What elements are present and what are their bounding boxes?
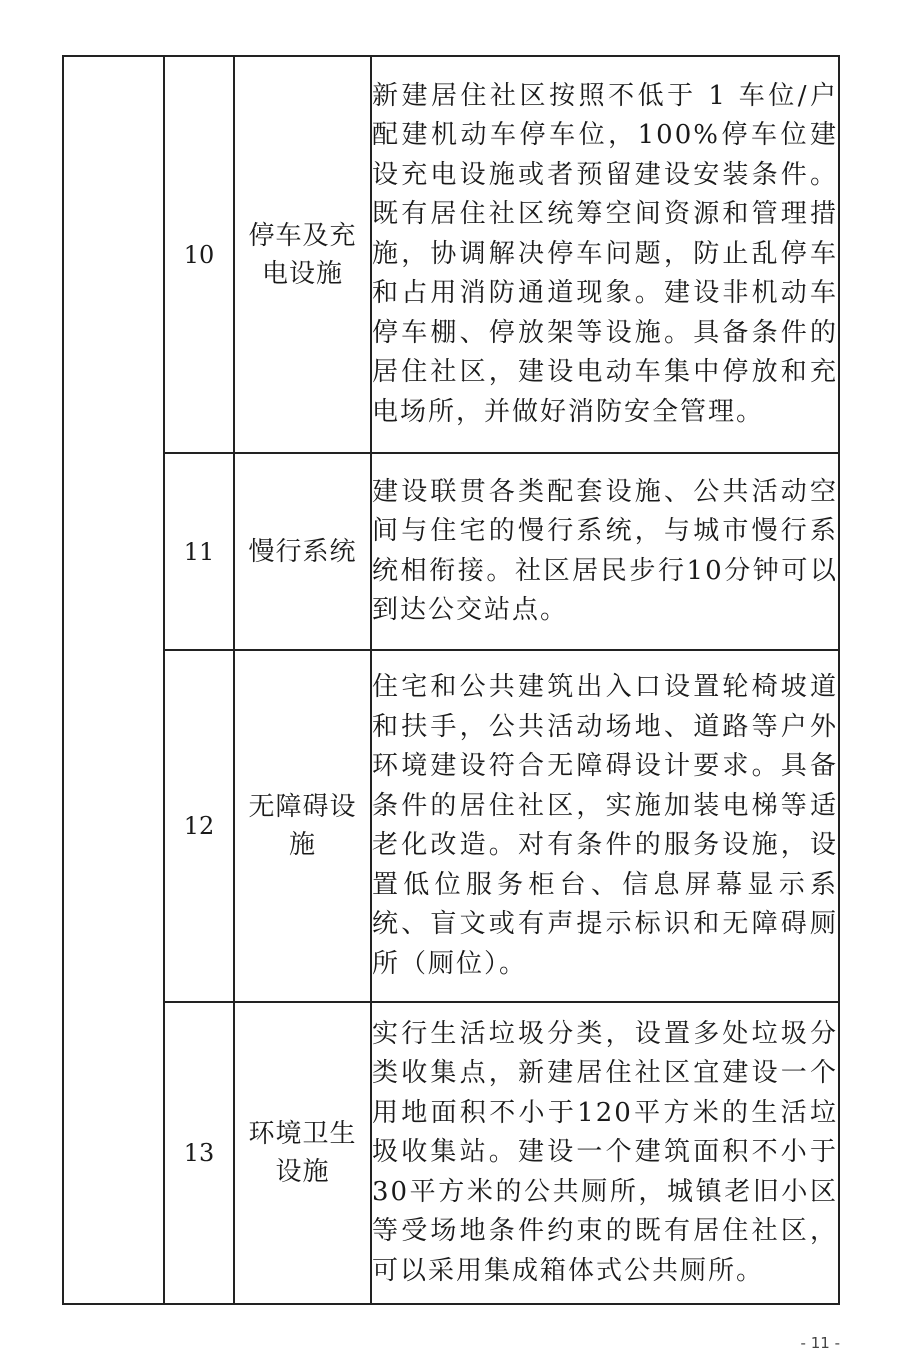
item-name-text: 无障碍设施	[248, 792, 357, 860]
page-number: - 11 -	[800, 1334, 840, 1352]
table-row-12	[63, 650, 839, 1002]
item-name	[234, 650, 371, 1002]
item-number: 12	[164, 650, 234, 1002]
table-row-10	[63, 56, 839, 453]
item-name	[234, 56, 371, 453]
facility-standards-table	[62, 55, 840, 1305]
item-name	[234, 1002, 371, 1304]
item-description: 住宅和公共建筑出入口设置轮椅坡道和扶手，公共活动场地、道路等户外环境建设符合无障碍设计要求。具备条件的居住社区，实施加装电梯等适老化改造。对有条件的服务设施，设置低位服务柜台、信息屏幕显示系统、盲文或有声提示标识和无障碍厕所（厕位）。	[371, 650, 839, 1002]
item-number: 11	[164, 453, 234, 650]
item-description: 新建居住社区按照不低于 1 车位/户配建机动车停车位，100%停车位建设充电设施或者预留建设安装条件。既有居住社区统筹空间资源和管理措施，协调解决停车问题，防止乱停车和占用消防通道现象。建设非机动车停车棚、停放架等设施。具备条件的居住社区，建设电动车集中停放和充电场所，并做好消防安全管理。	[371, 56, 839, 453]
item-name-text: 环境卫生设施	[248, 1119, 357, 1187]
category-cell	[63, 56, 164, 1304]
item-description: 实行生活垃圾分类，设置多处垃圾分类收集点，新建居住社区宜建设一个用地面积不小于120平方米的生活垃圾收集站。建设一个建筑面积不小于30平方米的公共厕所，城镇老旧小区等受场地条件约束的既有居住社区，可以采用集成箱体式公共厕所。	[371, 1002, 839, 1304]
item-description: 建设联贯各类配套设施、公共活动空间与住宅的慢行系统，与城市慢行系统相衔接。社区居民步行10分钟可以到达公交站点。	[371, 453, 839, 650]
item-number: 10	[164, 56, 234, 453]
item-number: 13	[164, 1002, 234, 1304]
item-name-text: 停车及充电设施	[248, 220, 357, 289]
item-name	[234, 453, 371, 650]
item-name-text: 慢行系统	[248, 536, 357, 567]
table-row-11	[63, 453, 839, 650]
table-row-13	[63, 1002, 839, 1304]
